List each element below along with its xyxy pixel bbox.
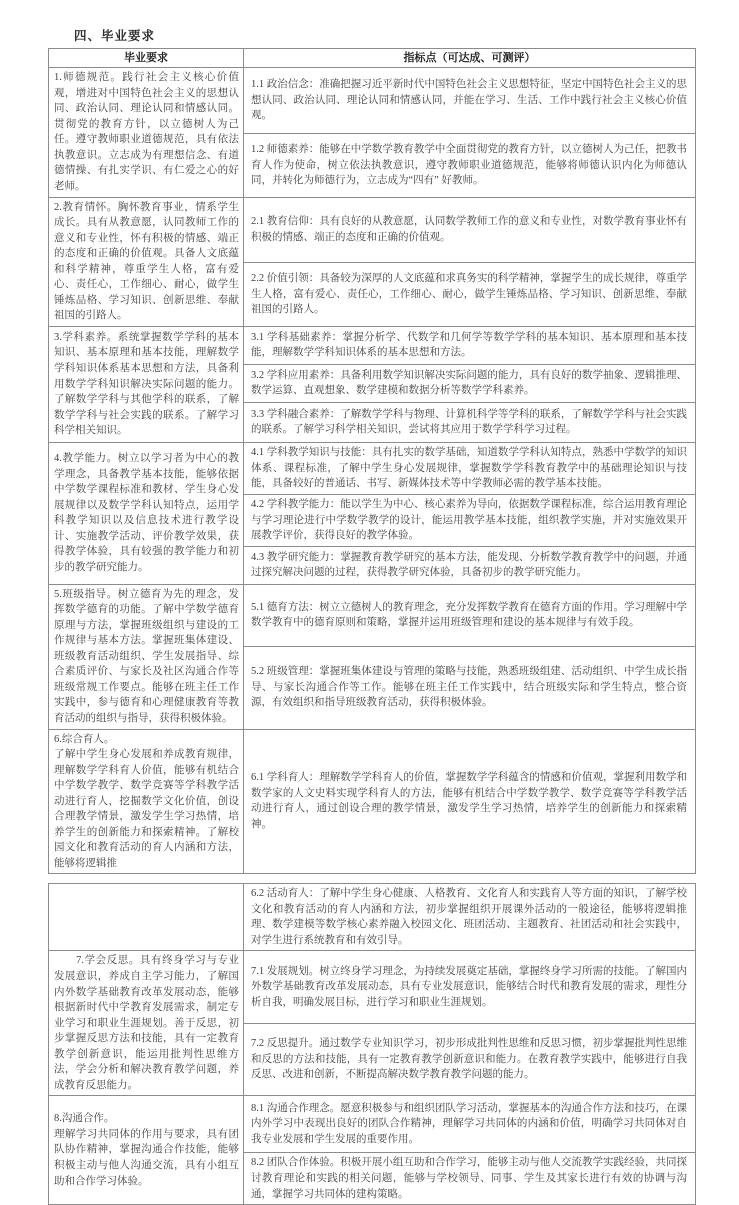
indicator-cell-8.1: 8.1 沟通合作理念。愿意积极参与和组织团队学习活动，掌握基本的沟通合作方法和技巧，在课内外学习中表现出良好的团队合作精神，理解学习共同体的内涵和价值，明确学习共同体对自我专业发展和学生发展的重要作用。 (244, 1096, 696, 1153)
indicator-cell-6.2: 6.2 活动育人：了解中学生身心健康、人格教育、文化育人和实践育人等方面的知识，了解学校文化和教育活动的育人内涵和方法，初步掌握组织开展课外活动的一般途径，能够将逻辑推理、数学建模等数学核心素养融入校园文化、班团活动、主题教育、社团活动和社会实践中，对学生进行系统教育和有效引导。 (244, 884, 696, 951)
requirement-text: 2.教育情怀。胸怀教育事业，情系学生成长。具有从教意愿，认同教师工作的意义和专业性，怀有积极的情感、端正的态度和正确的价值观。具备人文底蕴和科学精神，尊重学生人格，富有爱心、责任心，工作细心、耐心，做学生锤炼品格、学习知识、创新思维、奉献祖国的引路人。 (54, 201, 239, 322)
requirement-text: 7.学会反思。具有终身学习与专业发展意识，养成自主学习能力，了解国内外数学基础教育改革发展动态，能够根据新时代中学教育发展需求，制定专业学习和职业生涯规划。善于反思，初步掌握反思方法和技能，具有一定教育教学创新意识，能运用批判性思维方法，学会分析和解决教育教学问题，养成教育反思能力。 (54, 955, 239, 1091)
requirement-cell-1 (49, 68, 244, 197)
requirement-cell-6 (49, 729, 244, 874)
page-title: 四、毕业要求 (74, 29, 156, 43)
indicator-row-3.1 (49, 326, 696, 364)
indicator-row-2.1 (49, 197, 696, 263)
indicator-row-8.1 (49, 1096, 696, 1153)
indicator-row-1.1 (49, 68, 696, 134)
requirement-cell-2 (49, 197, 244, 326)
indicator-row-6.1 (49, 729, 696, 874)
indicator-row-5.1 (49, 584, 696, 646)
indicator-row-7.1 (49, 951, 696, 1023)
requirement-cell-6b (49, 884, 244, 951)
requirement-text: 4.教学能力。树立以学习者为中心的教学理念，具备教学基本技能，能够依据中学数学课程标准和教材、学生身心发展规律以及数学学科认知特点，运用学科教学知识以及信息技术进行教学设计、实施教学活动、评价教学效果，获得教学体验，具有较强的教学能力和初步的教学研究能力。 (54, 453, 239, 573)
indicator-row-6.2 (49, 884, 696, 951)
requirement-text: 理解学习共同体的作用与要求，具有团队协作精神，掌握沟通合作技能，能够积极主动与他人沟通交流，具有小组互助和合作学习体验。 (54, 1128, 239, 1187)
indicator-cell-5.1: 5.1 德育方法：树立立德树人的教育理念，充分发挥数学教育在德育方面的作用。学习理解中学数学教育中的德育原则和策略，掌握并运用班级管理和建设的基本规律与有效手段。 (244, 584, 696, 646)
indicator-cell-8.2: 8.2 团队合作体验。积极开展小组互助和合作学习，能够主动与他人交流教学实践经验，共同探讨教育理论和实践的相关问题，能够与学校领导、同事、学生及其家长进行有效的协调与沟通，掌握学习共同体的建构策略。 (244, 1153, 696, 1205)
requirement-text: 8.沟通合作。 (54, 1113, 115, 1125)
indicator-cell-4.2: 4.2 学科教学能力：能以学生为中心、核心素养为导向，依据数学课程标准，综合运用教育理论与学习理论进行中学数学教学的设计，能运用教学基本技能，组织教学实施，并对实施效果开展教学评价，获得良好的教学体验。 (244, 494, 696, 546)
column-header-indicator: 指标点（可达成、可测评） (244, 49, 696, 68)
requirement-cell-5 (49, 584, 244, 729)
indicator-cell-3.1: 3.1 学科基础素养：掌握分析学、代数学和几何学等数学学科的基本知识、基本原理和基本技能，理解数学学科知识体系的基本思想和方法。 (244, 326, 696, 364)
indicator-cell-7.2: 7.2 反思提升。通过数学专业知识学习，初步形成批判性思维和反思习惯，初步掌握批判性思维和反思的方法和技能，具有一定教育教学创新意识和能力。在教育教学实践中，能够进行自我反思、改进和创新，不断提高解决数学教育教学问题的能力。 (244, 1023, 696, 1095)
graduation-requirements-table-2 (48, 883, 696, 1205)
indicator-cell-2.1: 2.1 教育信仰：具有良好的从教意愿，认同数学教师工作的意义和专业性，对数学教育事业怀有积极的情感、端正的态度和正确的价值观。 (244, 197, 696, 263)
requirement-text: 了解中学生身心发展和养成教育规律，理解数学学科育人价值，能够有机结合中学数学教学、数学竞赛等学科教学活动进行育人，挖掘数学文化价值，创设合理教学情景，激发学生学习热情，培养学生的创新能力和探索精神。了解校园文化和教育活动的育人内涵和方法，能够将逻辑推 (54, 749, 239, 869)
indicator-cell-4.3: 4.3 教学研究能力：掌握教育教学研究的基本方法，能发现、分析数学教育教学中的问题，并通过探究解决问题的过程，获得教学研究体验，具备初步的教学研究能力。 (244, 546, 696, 584)
indicator-cell-4.1: 4.1 学科教学知识与技能：具有扎实的数学基础，知道数学学科认知特点，熟悉中学数学的知识体系、课程标准，了解中学生身心发展规律，掌握数学学科教育教学中的基础理论知识与技能，具备较好的普通话、书写、新媒体技术等中学教师必需的教学基本技能。 (244, 442, 696, 494)
graduation-requirements-table-1 (48, 48, 696, 874)
indicator-cell-5.2: 5.2 班级管理：掌握班集体建设与管理的策略与技能，熟悉班级组建、活动组织、中学生成长指导、与家长沟通合作等工作。能够在班主任工作实践中，结合班级实际和学生特点，整合资源，有效组织和指导班级教育活动，获得积极体验。 (244, 646, 696, 729)
indicator-cell-3.2: 3.2 学科应用素养：具备利用数学知识解决实际问题的能力，具有良好的数学抽象、逻辑推理、数学运算、直观想象、数学建模和数据分析等数学学科素养。 (244, 364, 696, 402)
page-break-gap (0, 874, 739, 883)
requirement-text: 5.班级指导。树立德育为先的理念，发挥数学德育的功能。了解中学数学德育原理与方法，掌握班级组织与建设的工作规律与基本方法。掌握班集体建设、班级教育活动组织、学生发展指导、综合素质评价、与家长及社区沟通合作等班级常规工作要点。能够在班主任工作实践中，参与德育和心理健康教育等教育活动的组织与指导，获得积极体验。 (54, 588, 239, 725)
indicator-cell-7.1: 7.1 发展规划。树立终身学习理念，为持续发展奠定基础，掌握终身学习所需的技能。了解国内外数学基础教育改革发展动态，具有专业发展意识，能够结合时代和教育发展的需求，理性分析自我，明确发展目标，进行学习和职业生涯规划。 (244, 951, 696, 1023)
requirement-cell-4 (49, 442, 244, 584)
requirement-cell-7 (49, 951, 244, 1096)
indicator-cell-3.3: 3.3 学科融合素养：了解数学学科与物理、计算机科学等学科的联系，了解数学学科与社会实践的联系。了解学习科学相关知识，尝试将其应用于数学学科学习过程。 (244, 402, 696, 442)
requirement-text: 1.师德规范。践行社会主义核心价值观，增进对中国特色社会主义的思想认同、政治认同、理论认同和情感认同。贯彻党的教育方针，以立德树人为己任。遵守教师职业道德规范，具有依法执教意识。立志成为有理想信念、有道德情操、有扎实学识、有仁爱之心的好老师。 (54, 72, 239, 192)
requirement-text: 3.学科素养。系统掌握数学学科的基本知识、基本原理和基本技能，理解数学学科知识体系基本思想和方法，具备利用数学学科知识解决实际问题的能力。了解数学学科与其他学科的联系，了解数学学科与社会实践的联系。了解学习科学相关知识。 (54, 331, 239, 437)
indicator-cell-6.1: 6.1 学科育人：理解数学学科育人的价值，掌握数学学科蕴含的情感和价值观，掌握利用数学和数学家的人文史料实现学科育人的方法，能够有机结合中学数学教学、数学竞赛等学科教学活动进行育人，通过创设合理的教学情景，激发学生学习热情，培养学生的创新能力和探索精神。 (244, 729, 696, 874)
column-header-requirement: 毕业要求 (49, 49, 244, 68)
indicator-cell-1.1: 1.1 政治信念：准确把握习近平新时代中国特色社会主义思想特征，坚定中国特色社会主义的思想认同、政治认同、理论认同和情感认同，并能在学习、生活、工作中践行社会主义核心价值观。 (244, 68, 696, 134)
indicator-cell-2.2: 2.2 价值引领：具备较为深厚的人文底蕴和求真务实的科学精神，掌握学生的成长规律，尊重学生人格，富有爱心、责任心，工作细心、耐心，做学生锤炼品格、学习知识、创新思维、奉献祖国的引路人。 (244, 263, 696, 327)
indicator-cell-1.2: 1.2 师德素养：能够在中学数学教育教学中全面贯彻党的教育方针，以立德树人为己任，把教书育人作为使命，树立依法执教意识，遵守教师职业道德规范，能够将师德认识内化为师德认同，并转化为师德行为，立志成为“四有” 好教师。 (244, 134, 696, 197)
requirement-cell-8 (49, 1096, 244, 1205)
requirement-cell-3 (49, 326, 244, 442)
requirement-text: 6.综合育人。 (54, 733, 115, 745)
indicator-row-4.1 (49, 442, 696, 494)
table-header-row (49, 49, 696, 68)
